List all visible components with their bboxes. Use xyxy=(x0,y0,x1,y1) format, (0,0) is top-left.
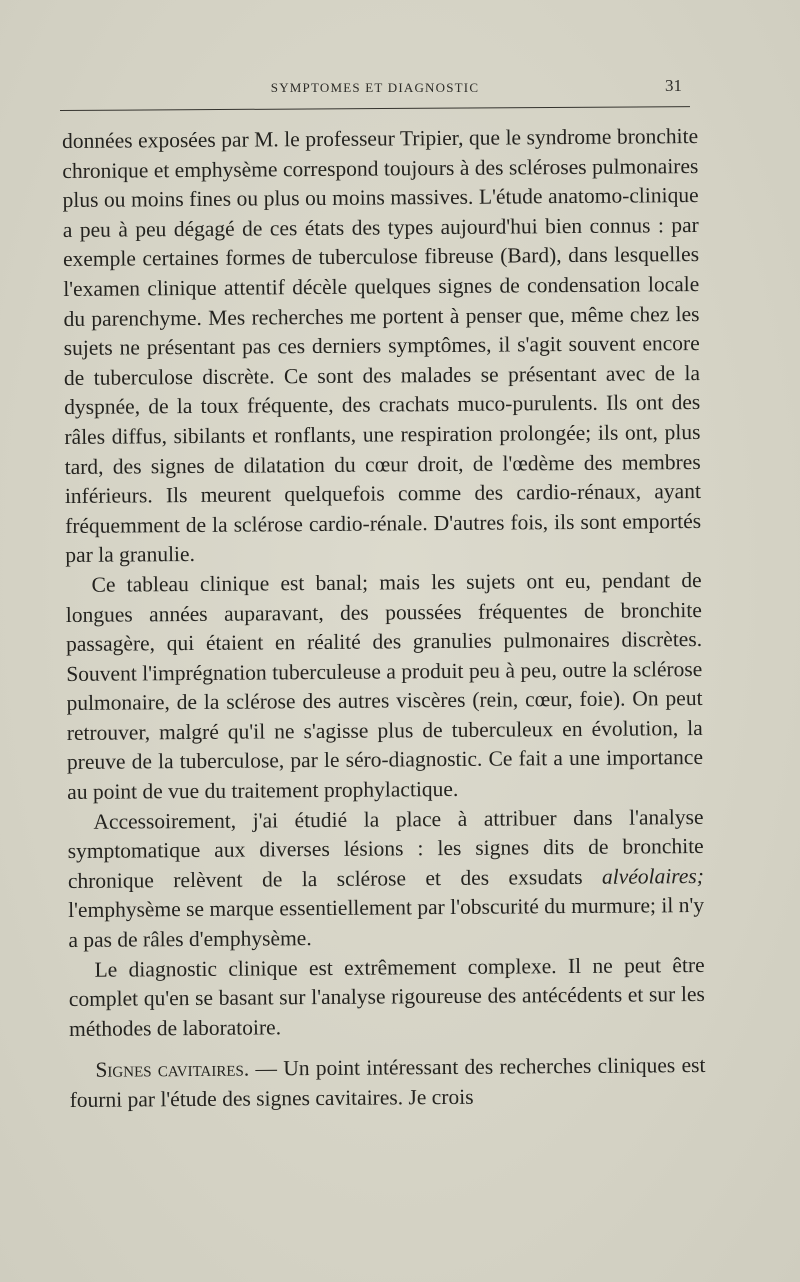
header-rule xyxy=(60,106,690,111)
section-heading: Signes cavitaires. xyxy=(95,1056,250,1083)
paragraph-3 xyxy=(67,803,704,956)
paragraph-2: Ce tableau clinique est banal; mais les sujets ont eu, pendant de longues années auparavant, des poussées fréquentes de bronchite passagère, qui étaient en réalité des granulies pulmonaires discrètes. Souvent l'imprégnation tuberculeuse a produit peu à peu, outre la sclérose pulmonaire, de la sclérose des autres viscères (rein, cœur, foie). On peut retrouver, malgré qu'il ne s'agisse plus de tuberculeux en évolution, la preuve de la tuberculose, par le séro-diagnostic. Ce fait a une importance au point de vue du traitement prophylactique. xyxy=(65,567,704,805)
paragraph-3-end: l'emphysème se marque essentiellement par l'obscurité du murmure; il n'y a pas de râles d'emphysème. xyxy=(68,893,705,953)
running-head xyxy=(62,76,688,102)
page-number: 31 xyxy=(665,76,682,95)
paragraph-3-start: Accessoirement, j'ai étudié la place à attribuer dans l'analyse symptomatique aux diverses lésions : les signes dits de bronchite chronique relèvent de la sclérose et des exsudats xyxy=(67,804,704,893)
running-title: SYMPTOMES ET DIAGNOSTIC xyxy=(270,80,480,95)
body-text xyxy=(62,122,706,1116)
paragraph-5-text: — Un point intéressant des recherches cliniques est fourni par l'étude des signes cavitaires. Je crois xyxy=(69,1053,706,1112)
paragraph-1: données exposées par M. le professeur Tripier, que le syndrome bronchite chronique et emphysème correspond toujours à des scléroses pulmonaires plus ou moins fines ou plus ou moins massives. L'étude anatomo-clinique a peu à peu dégagé de ces états des types aujourd'hui bien connus : par exemple certaines formes de tuberculose fibreuse (Bard), dans lesquelles l'examen clinique attentif décèle quelques signes de condensation locale du parenchyme. Mes recherches me portent à penser que, même chez les sujets ne présentant pas ces derniers symptômes, il s'agit souvent encore de tuberculose discrète. Ce sont des malades se présentant avec de la dyspnée, de la toux fréquente, des crachats muco-purulents. Ils ont des râles diffus, sibilants et ronflants, une respiration prolongée; ils ont, plus tard, des signes de dilatation du cœur droit, de l'œdème des membres inférieurs. Ils meurent quelquefois comme des cardio-rénaux, ayant fréquemment de la sclérose cardio-rénale. D'autres fois, ils sont emportés par la granulie. xyxy=(62,124,702,568)
paragraph-5 xyxy=(69,1051,705,1115)
paragraph-4: Le diagnostic clinique est extrêmement complexe. Il ne peut être complet qu'en se basant sur l'analyse rigoureuse des antécédents et sur les méthodes de laboratoire. xyxy=(68,952,705,1041)
paragraph-3-italic: alvéolaires; xyxy=(601,863,704,889)
